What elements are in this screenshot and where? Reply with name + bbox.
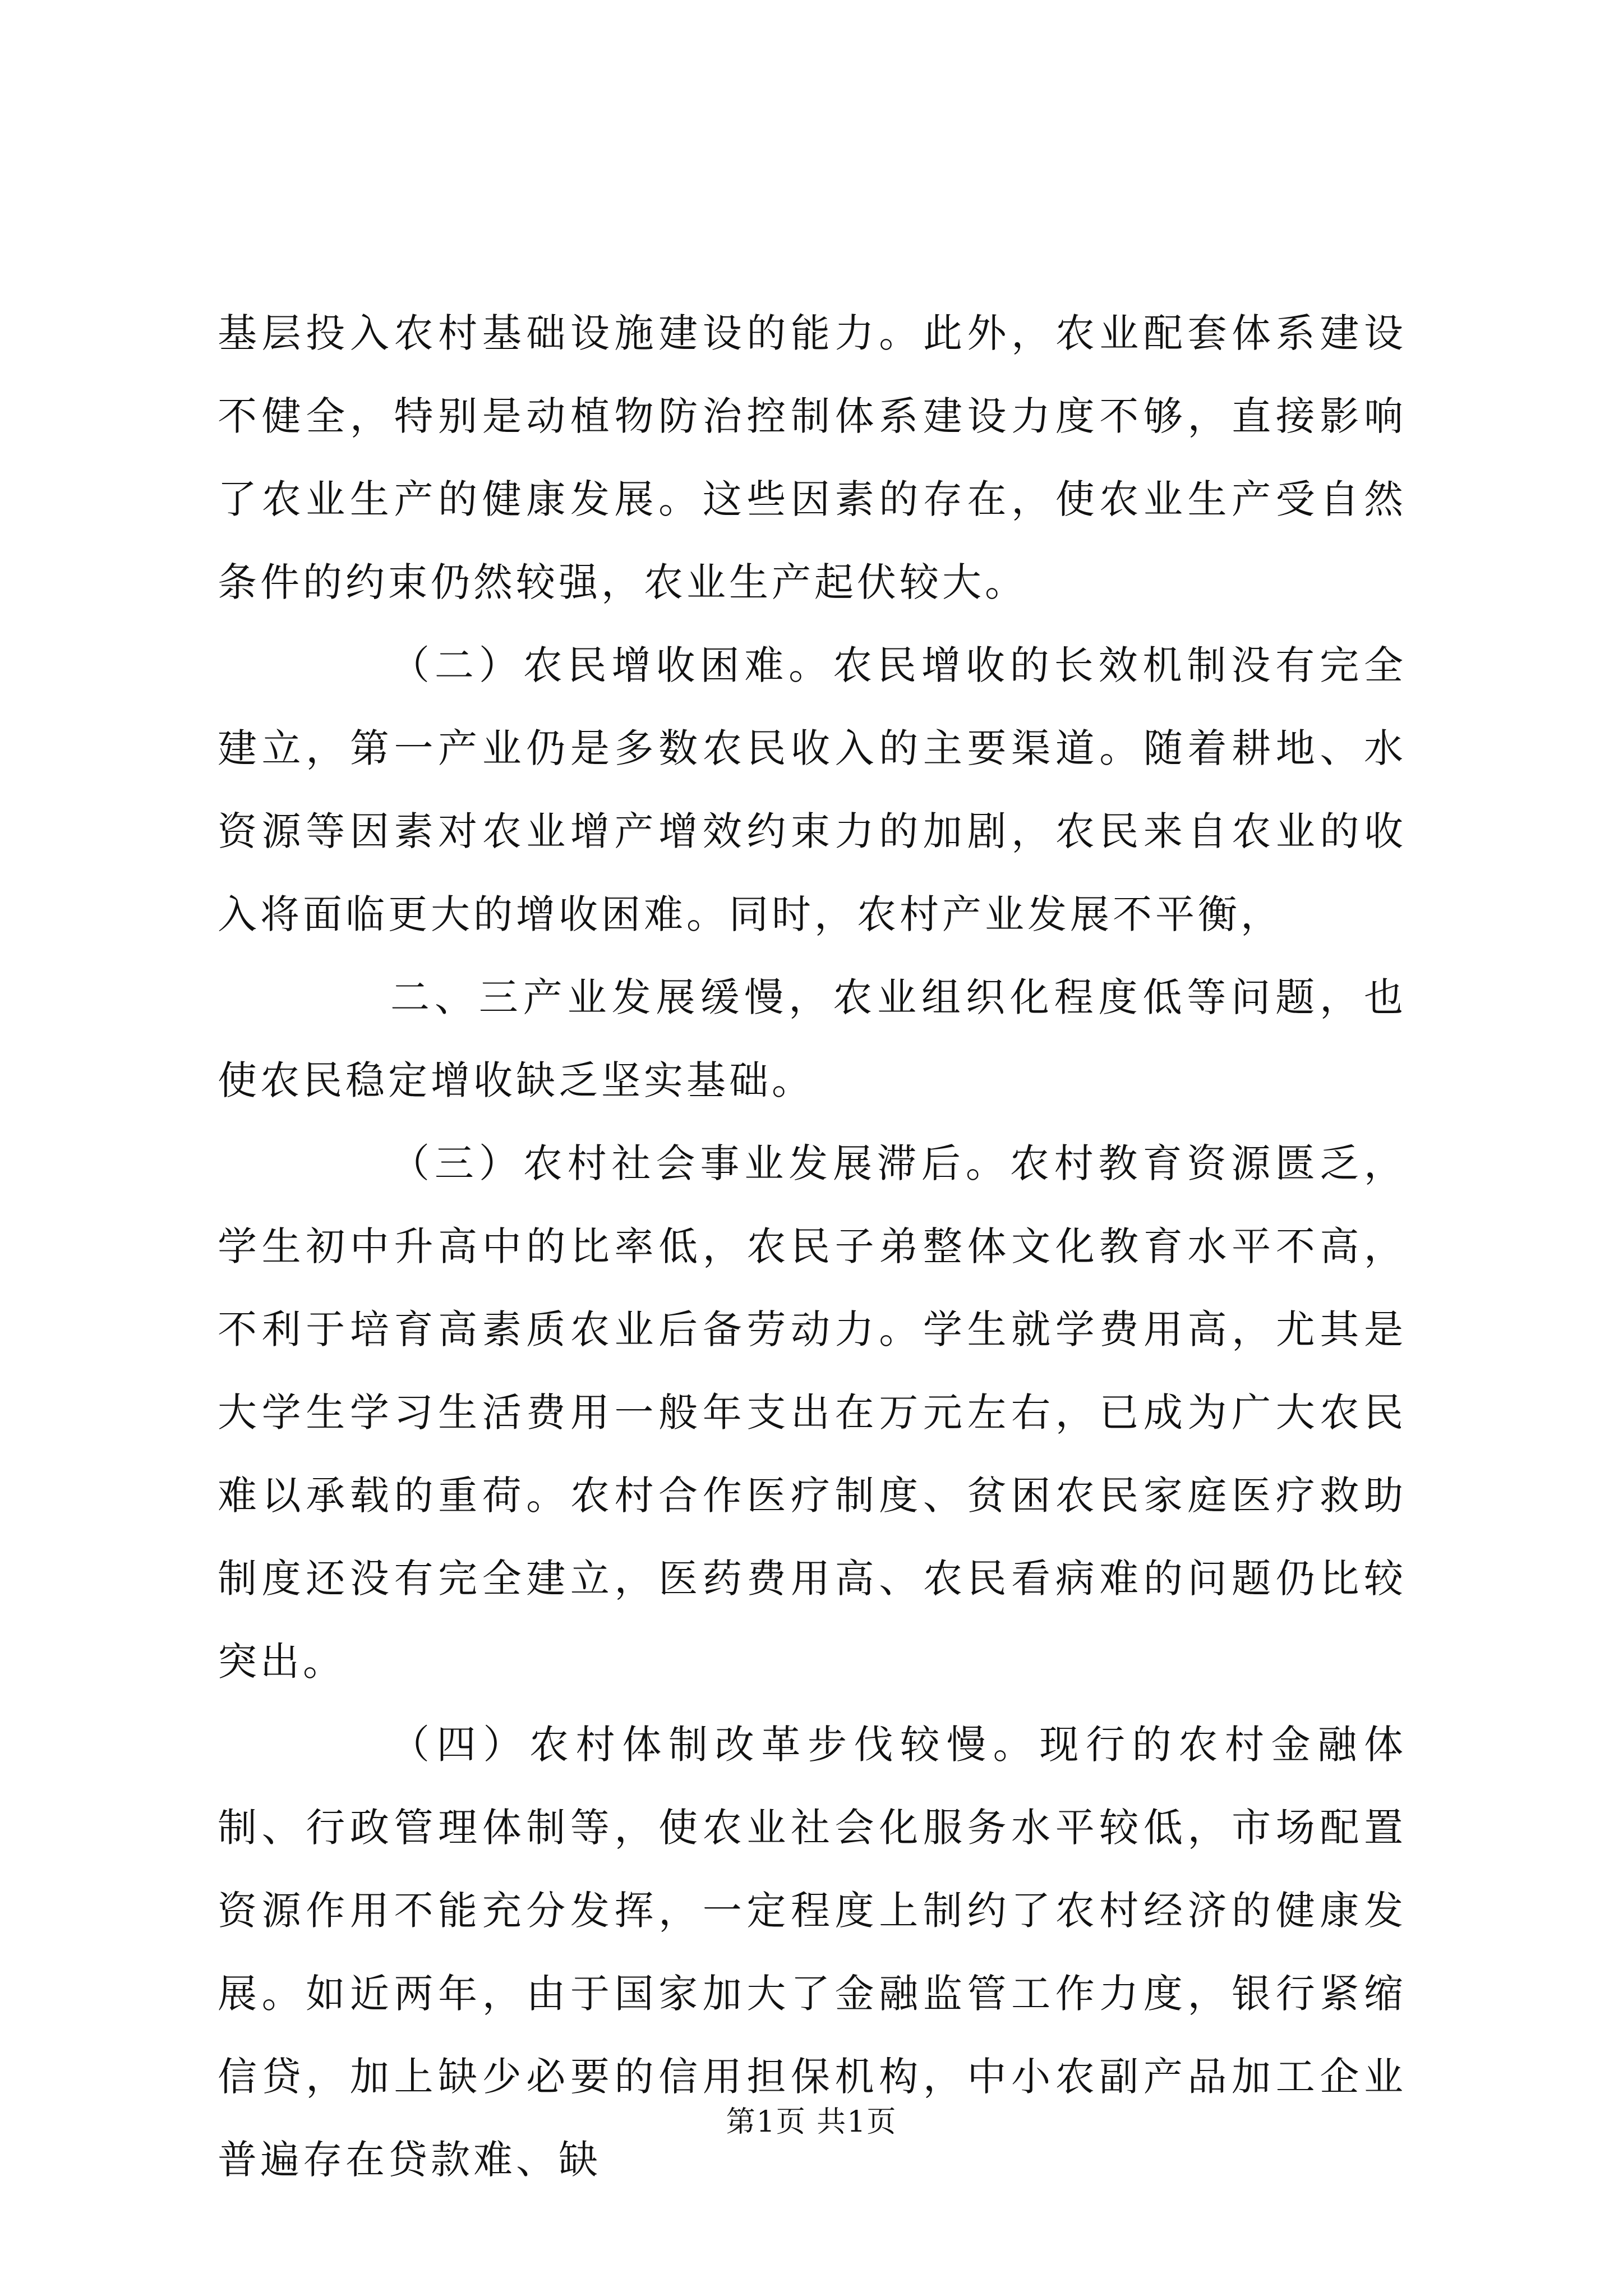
paragraph-section-three: （三）农村社会事业发展滞后。农村教育资源匮乏，学生初中升高中的比率低，农民子弟整体文化教育水平不高，不利于培育高素质农业后备劳动力。学生就学费用高，尤其是大学生学习生活费用一般年支出在万元左右，已成为广大农民难以承载的重荷。农村合作医疗制度、贫困农民家庭医疗救助制度还没有完全建立，医药费用高、农民看病难的问题仍比较突出。 bbox=[218, 1140, 1407, 1685]
paragraph-section-four: （四）农村体制改革步伐较慢。现行的农村金融体制、行政管理体制等，使农业社会化服务水平较低，市场配置资源作用不能充分发挥，一定程度上制约了农村经济的健康发展。如近两年，由于国家加大了金融监管工作力度，银行紧缩信贷，加上缺少必要的信用担保机构，中小农副产品加工企业普遍存在贷款难、缺 bbox=[218, 1722, 1407, 2183]
document-body bbox=[218, 292, 1407, 2201]
paragraph-continued: 基层投入农村基础设施建设的能力。此外，农业配套体系建设不健全，特别是动植物防治控制体系建设力度不够，直接影响了农业生产的健康发展。这些因素的存在，使农业生产受自然条件的约束仍然较强，农业生产起伏较大。 bbox=[218, 310, 1407, 605]
paragraph-section-two: （二）农民增收困难。农民增收的长效机制没有完全建立，第一产业仍是多数农民收入的主要渠道。随着耕地、水资源等因素对农业增产增效约束力的加剧，农民来自农业的收入将面临更大的增收困难。同时，农村产业发展不平衡， bbox=[218, 642, 1407, 937]
page-footer: 第1页 共1页 bbox=[726, 2105, 897, 2139]
paragraph-section-two-cont: 二、三产业发展缓慢，农业组织化程度低等问题，也使农民稳定增收缺乏坚实基础。 bbox=[218, 974, 1407, 1103]
